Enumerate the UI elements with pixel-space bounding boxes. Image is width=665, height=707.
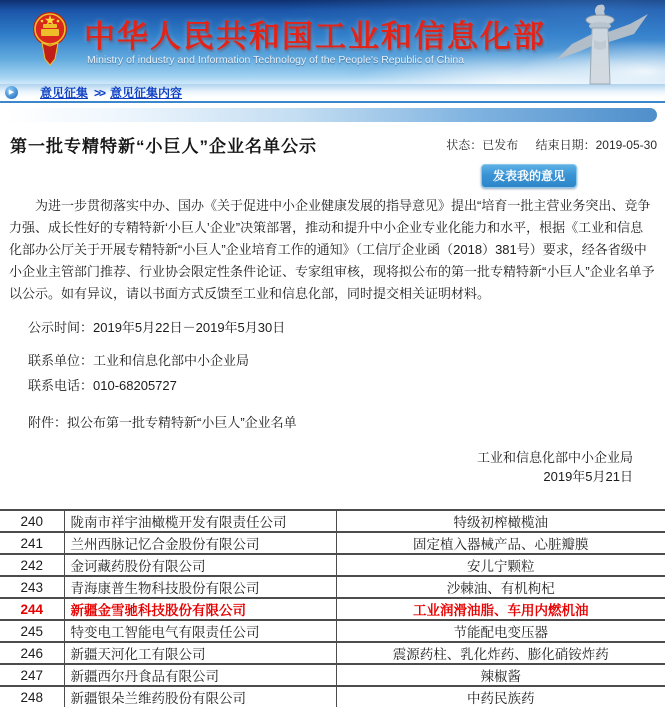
attachment-label: 附件： (28, 415, 68, 430)
breadcrumb-link-section[interactable]: 意见征集 (40, 86, 89, 100)
table-row (0, 510, 665, 532)
contact-unit-value: 工业和信息化部中小企业局 (93, 353, 250, 368)
row-no-cell: 241 (0, 532, 64, 554)
signature-org: 工业和信息化部中小企业局 (476, 450, 633, 465)
company-cell: 特变电工智能电气有限责任公司 (64, 620, 336, 642)
product-cell: 安儿宁颗粒 (336, 554, 665, 576)
company-cell: 陇南市祥宇油橄榄开发有限责任公司 (64, 510, 336, 532)
product-cell: 特级初榨橄榄油 (336, 510, 665, 532)
contact-phone-value: 010-68205727 (93, 378, 177, 393)
table-row (0, 664, 665, 686)
submit-opinion-button[interactable]: 发表我的意见 (481, 164, 577, 188)
row-no-cell: 248 (0, 686, 64, 707)
company-cell: 新疆天河化工有限公司 (64, 642, 336, 664)
signature-date: 2019年5月21日 (543, 469, 633, 484)
contact-unit-line (28, 351, 665, 371)
notice-content (0, 122, 665, 707)
company-table (0, 509, 665, 707)
product-cell: 节能配电变压器 (336, 620, 665, 642)
row-no-cell: 245 (0, 620, 64, 642)
company-cell: 新疆西尔丹食品有限公司 (64, 664, 336, 686)
status-value: 已发布 (482, 138, 519, 152)
table-row (0, 642, 665, 664)
breadcrumb-arrow-icon: ▶ (5, 86, 18, 99)
attachment-link[interactable]: 拟公布第一批专精特新“小巨人”企业名单 (67, 415, 297, 430)
end-date-value: 2019-05-30 (595, 138, 657, 152)
site-header (0, 0, 665, 84)
product-cell: 工业润滑油脂、车用内燃机油 (336, 598, 665, 620)
end-date-label: 结束日期： (535, 138, 596, 152)
site-subtitle: Ministry of industry and Information Technology of the People's Republic of China (87, 54, 465, 66)
row-no-cell: 242 (0, 554, 64, 576)
publicity-period-label: 公示时间： (28, 320, 94, 335)
row-no-cell: 243 (0, 576, 64, 598)
table-row (0, 620, 665, 642)
huabiao-pillar-graphic (548, 0, 653, 84)
national-emblem-icon (32, 9, 68, 67)
company-cell: 金诃藏药股份有限公司 (64, 554, 336, 576)
breadcrumb (0, 84, 665, 103)
table-row (0, 686, 665, 707)
section-divider-bar (5, 108, 657, 122)
company-cell: 新疆银朵兰维药股份有限公司 (64, 686, 336, 707)
contact-phone-line (28, 376, 665, 396)
company-cell: 新疆金雪驰科技股份有限公司 (64, 598, 336, 620)
product-cell: 固定植入器械产品、心脏瓣膜 (336, 532, 665, 554)
table-row (0, 598, 665, 620)
company-cell: 青海康普生物科技股份有限公司 (64, 576, 336, 598)
row-no-cell: 244 (0, 598, 64, 620)
breadcrumb-link-current[interactable]: 意见征集内容 (110, 86, 183, 100)
notice-paragraph: 为进一步贯彻落实中办、国办《关于促进中小企业健康发展的指导意见》提出“培育一批主营业务突出、竞争力强、成长性好的专精特新‘小巨人’企业”决策部署，推动和提升中小企业专业化能力和水平，根据《工业和信息化部办公厅关于开展专精特新“小巨人”企业培育工作的通知》（工信厅企业函（2018）381号）要求，经各省级中小企业主管部门推荐、行业协会限定性条件论证、专家组审核，现将拟公布的第一批专精特新“小巨人”企业名单予以公示。如有异议，请以书面方式反馈至工业和信息化部，同时提交相关证明材料。 (9, 198, 655, 301)
table-row (0, 576, 665, 598)
breadcrumb-separator: >> (94, 85, 105, 100)
row-no-cell: 246 (0, 642, 64, 664)
publicity-period-value: 2019年5月22日－2019年5月30日 (93, 320, 286, 335)
table-row (0, 554, 665, 576)
site-title: 中华人民共和国工业和信息化部 (84, 19, 546, 54)
page-title: 第一批专精特新“小巨人”企业名单公示 (10, 137, 317, 156)
row-no-cell: 247 (0, 664, 64, 686)
status-label: 状态： (446, 138, 483, 152)
row-no-cell: 240 (0, 510, 64, 532)
product-cell: 中药民族药 (336, 686, 665, 707)
signature-block (0, 448, 633, 486)
table-row (0, 532, 665, 554)
product-cell: 沙棘油、有机枸杞 (336, 576, 665, 598)
status-line (446, 136, 657, 153)
product-cell: 震源药柱、乳化炸药、膨化硝铵炸药 (336, 642, 665, 664)
publicity-period-line (28, 318, 665, 338)
product-cell: 辣椒酱 (336, 664, 665, 686)
company-cell: 兰州西脉记忆合金股份有限公司 (64, 532, 336, 554)
attachment-line (28, 413, 665, 433)
contact-unit-label: 联系单位： (28, 353, 94, 368)
contact-phone-label: 联系电话： (28, 378, 94, 393)
